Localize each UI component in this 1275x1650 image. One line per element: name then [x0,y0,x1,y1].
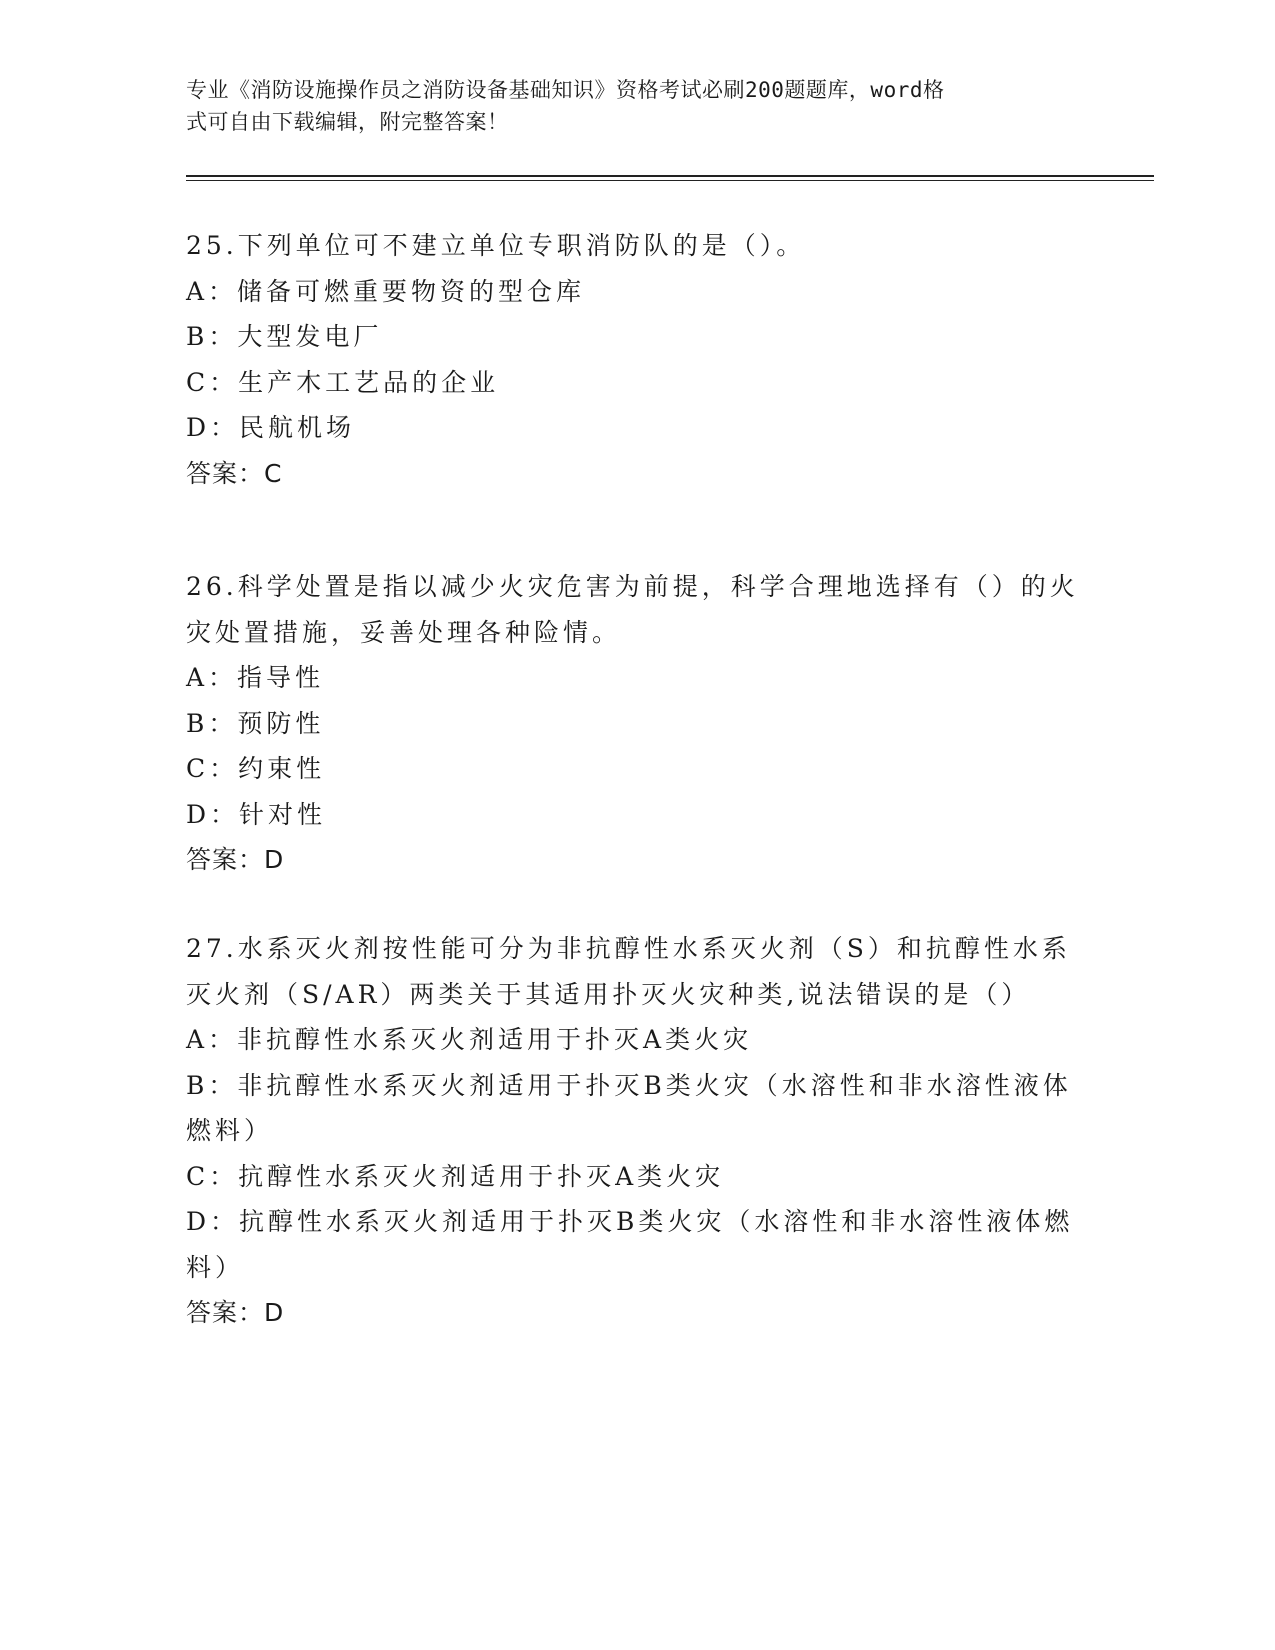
question-text: 灾处置措施，妥善处理各种险情。 [186,617,622,647]
option-a: A：非抗醇性水系灭火剂适用于扑灭A类火灾 [186,1025,753,1054]
header-line: 式可自由下载编辑，附完整答案！ [186,110,509,134]
option-b: B：非抗醇性水系灭火剂适用于扑灭B类火灾（水溶性和非水溶性液体 [186,1070,1072,1100]
option-a: A：储备可燃重要物资的型仓库 [186,276,586,306]
header-line: 专业《消防设施操作员之消防设备基础知识》资格考试必刷200题题库，word格 [186,78,945,102]
option-b: B：大型发电厂 [186,322,383,351]
question-text: 26.科学处置是指以减少火灾危害为前提，科学合理地选择有（）的火 [186,572,1079,601]
option-d: D：针对性 [186,799,327,829]
option-b-continued: 燃料） [186,1116,274,1145]
option-d: D：抗醇性水系灭火剂适用于扑灭B类火灾（水溶性和非水溶性液体燃 [186,1207,1074,1236]
option-d: D：民航机场 [186,413,356,442]
question-text: 25.下列单位可不建立单位专职消防队的是（）。 [186,231,806,260]
answer: 答案：C [186,458,283,488]
option-c: C：抗醇性水系灭火剂适用于扑灭A类火灾 [186,1161,725,1191]
header-divider-thin [186,180,1154,181]
question-26 [186,564,1086,883]
question-27 [186,926,1086,1336]
answer: 答案：D [186,845,285,874]
option-c: C：生产木工艺品的企业 [186,367,500,397]
option-b: B：预防性 [186,708,325,738]
option-d-continued: 料） [186,1252,245,1282]
question-text: 灭火剂（S/AR）两类关于其适用扑灭火灾种类,说法错误的是（） [186,979,1031,1009]
option-a: A：指导性 [186,663,325,692]
question-25 [186,223,1086,496]
header-divider-thick [186,175,1154,177]
answer: 答案：D [186,1298,285,1327]
document-header [186,74,1066,138]
question-text: 27.水系灭火剂按性能可分为非抗醇性水系灭火剂（S）和抗醇性水系 [186,934,1071,963]
option-c: C：约束性 [186,754,326,783]
